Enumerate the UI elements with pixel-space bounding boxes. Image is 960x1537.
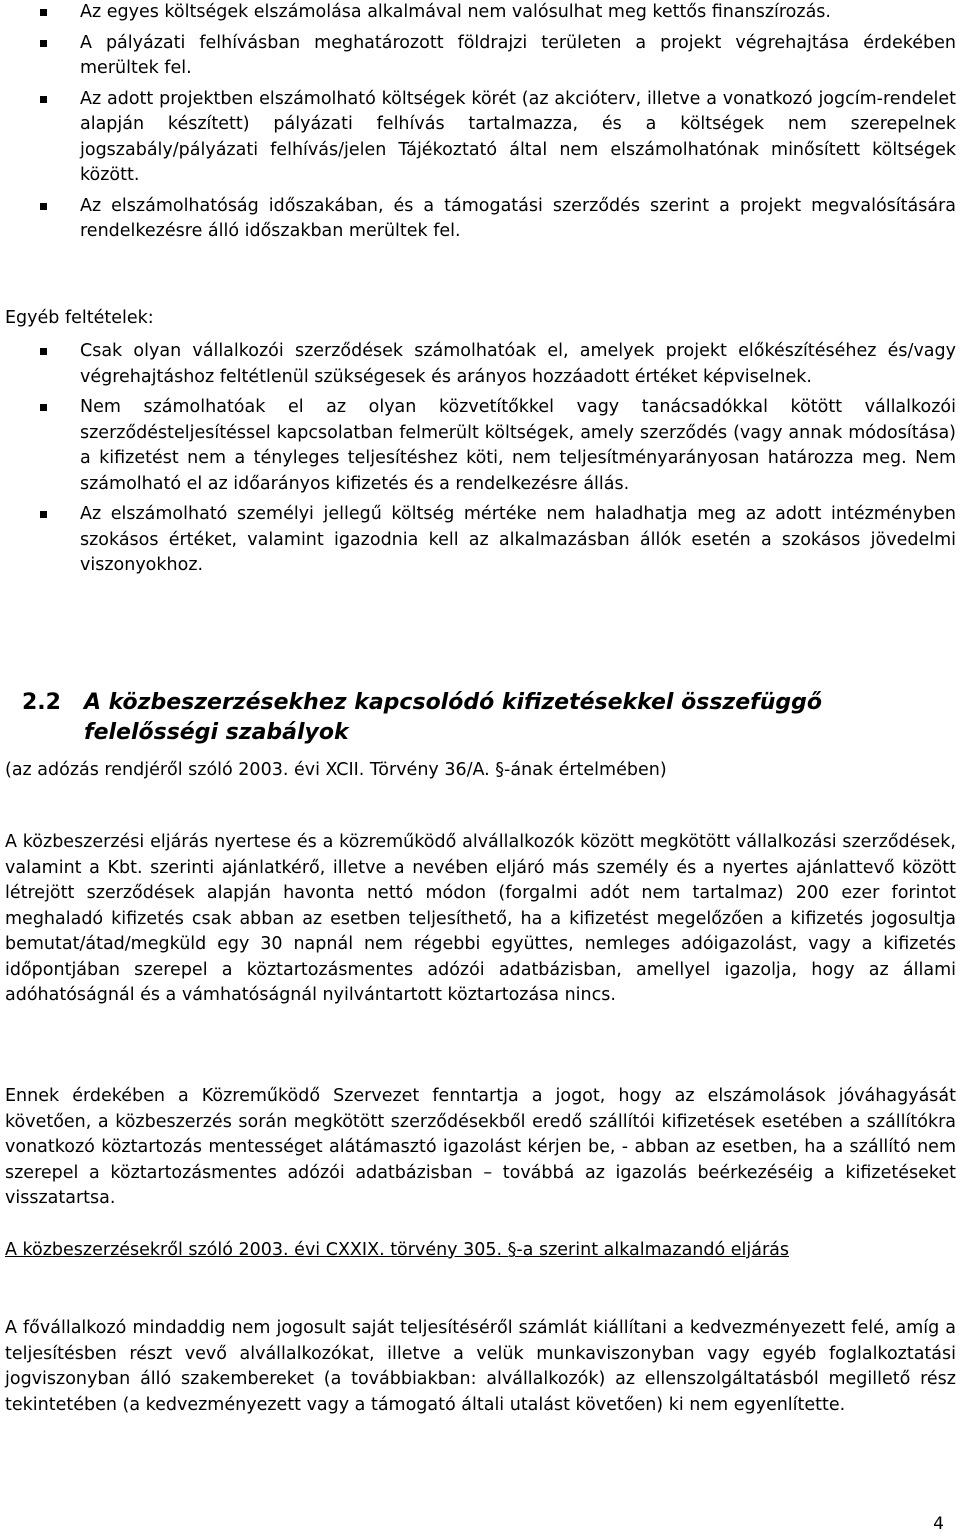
section-heading [22,688,942,748]
bullet-icon [40,404,47,411]
paragraph-1: A közbeszerzési eljárás nyertese és a közreműködő alvállalkozók között megkötött vállalkozási szerződések, valamint a Kbt. szerinti ajánlatkérő, illetve a nevében eljáró más személy és a nyertes ajánlattevő között létrejött szerződések alapján havonta nettó módon (forgalmi adót nem tartalmaz) 200 ezer forintot meghaladó kifizetés csak abban az esetben teljesíthető, ha a kifizetést megelőzően a kifizetés jogosultja bemutat/átad/megküld egy 30 napnál nem régebbi együttes, nemleges adóigazolást, vagy a kifizetés időpontjában szerepel a köztartozásmentes adózói adatbázisban, amellyel igazolja, hogy az állami adóhatóságnál és a vámhatóságnál nyilvántartott köztartozása nincs. [5,832,956,1005]
paragraph-4: A fővállalkozó mindaddig nem jogosult saját teljesítéséről számlát kiállítani a kedvezményezett felé, amíg a teljesítésben részt vevő alvállalkozókat, illetve a velük munkaviszonyban vagy egyéb foglalkoztatási jogviszonyban álló szakembereket (a továbbiakban: alvállalkozók) az ellenszolgáltatásból megillető rész tekintetében (a kedvezményezett vagy a támogató általi utalást követően) ki nem egyenlítette. [5,1318,956,1415]
list-item [0,194,956,245]
list-item [0,0,956,26]
list-item [0,31,956,82]
list-item [0,502,956,579]
top-bullet-list [0,0,956,250]
paragraph-3-underlined: A közbeszerzésekről szóló 2003. évi CXXIX. törvény 305. §-a szerint alkalmazandó eljárás [5,1240,790,1260]
bullet-icon [40,511,47,518]
section-subtitle: (az adózás rendjéről szóló 2003. évi XCII. Törvény 36/A. §-ának értelmében) [5,760,667,780]
list-item-text: Nem számolhatóak el az olyan közvetítőkkel vagy tanácsadókkal kötött vállalkozói szerződésteljesítéssel kapcsolatban felmerült költségek, amely szerződés (vagy annak módosítása) a kifizetést nem a tényleges teljesítéshez köti, nem teljesítményarányosan határozza meg. Nem számolható el az időarányos kifizetés és a rendelkezésre állás. [80,397,956,494]
list-item-text: Az adott projektben elszámolható költségek körét (az akcióterv, illetve a vonatkozó jogcím-rendelet alapján készített) pályázati felhívás tartalmazza, és a költségek nem szerepelnek jogszabály/pályázati felhívás/jelen Tájékoztató által nem elszámolhatónak minősített költségek között. [80,88,956,185]
list-item-text: Az elszámolható személyi jellegű költség mértéke nem haladhatja meg az adott intézményben szokásos értéket, valamint igazodnia kell az alkalmazásban állók esetén a szokásos jövedelmi viszonyokhoz. [80,504,956,575]
section-title-line1: A közbeszerzésekhez kapcsolódó kifizetésekkel összefüggő [84,690,822,715]
page-number: 4 [933,1514,944,1534]
bullet-icon [40,203,47,210]
bullet-icon [40,348,47,355]
other-bullet-list [0,339,956,584]
list-item-text: A pályázati felhívásban meghatározott földrajzi területen a projekt végrehajtása érdekében merültek fel. [80,32,956,78]
other-conditions-label: Egyéb feltételek: [5,308,154,328]
bullet-icon [40,96,47,103]
list-item-text: Az elszámolhatóság időszakában, és a támogatási szerződés szerint a projekt megvalósítására rendelkezésre álló időszakban merültek fel. [80,195,956,241]
bullet-icon [40,9,47,16]
bullet-icon [40,40,47,47]
list-item [0,339,956,390]
section-title-line2: felelősségi szabályok [84,720,349,745]
paragraph-2: Ennek érdekében a Közreműködő Szervezet fenntartja a jogot, hogy az elszámolások jóváhagyását követően, a közbeszerzés során megkötött szerződésekből eredő szállítói kifizetések esetében a szállítókra vonatkozó köztartozás mentességet alátámasztó igazolást kérjen be, - abban az esetben, ha a szállító nem szerepel a köztartozásmentes adózói adatbázisban – továbbá az igazolás beérkezéséig a kifizetéseket visszatartsa. [5,1086,956,1208]
section-number: 2.2 [22,690,61,715]
list-item [0,395,956,497]
list-item-text: Az egyes költségek elszámolása alkalmával nem valósulhat meg kettős finanszírozás. [80,2,831,22]
list-item [0,87,956,189]
list-item-text: Csak olyan vállalkozói szerződések számolhatóak el, amelyek projekt előkészítéséhez és/vagy végrehajtáshoz feltétlenül szükségesek és arányos hozzáadott értéket képviselnek. [80,341,956,387]
